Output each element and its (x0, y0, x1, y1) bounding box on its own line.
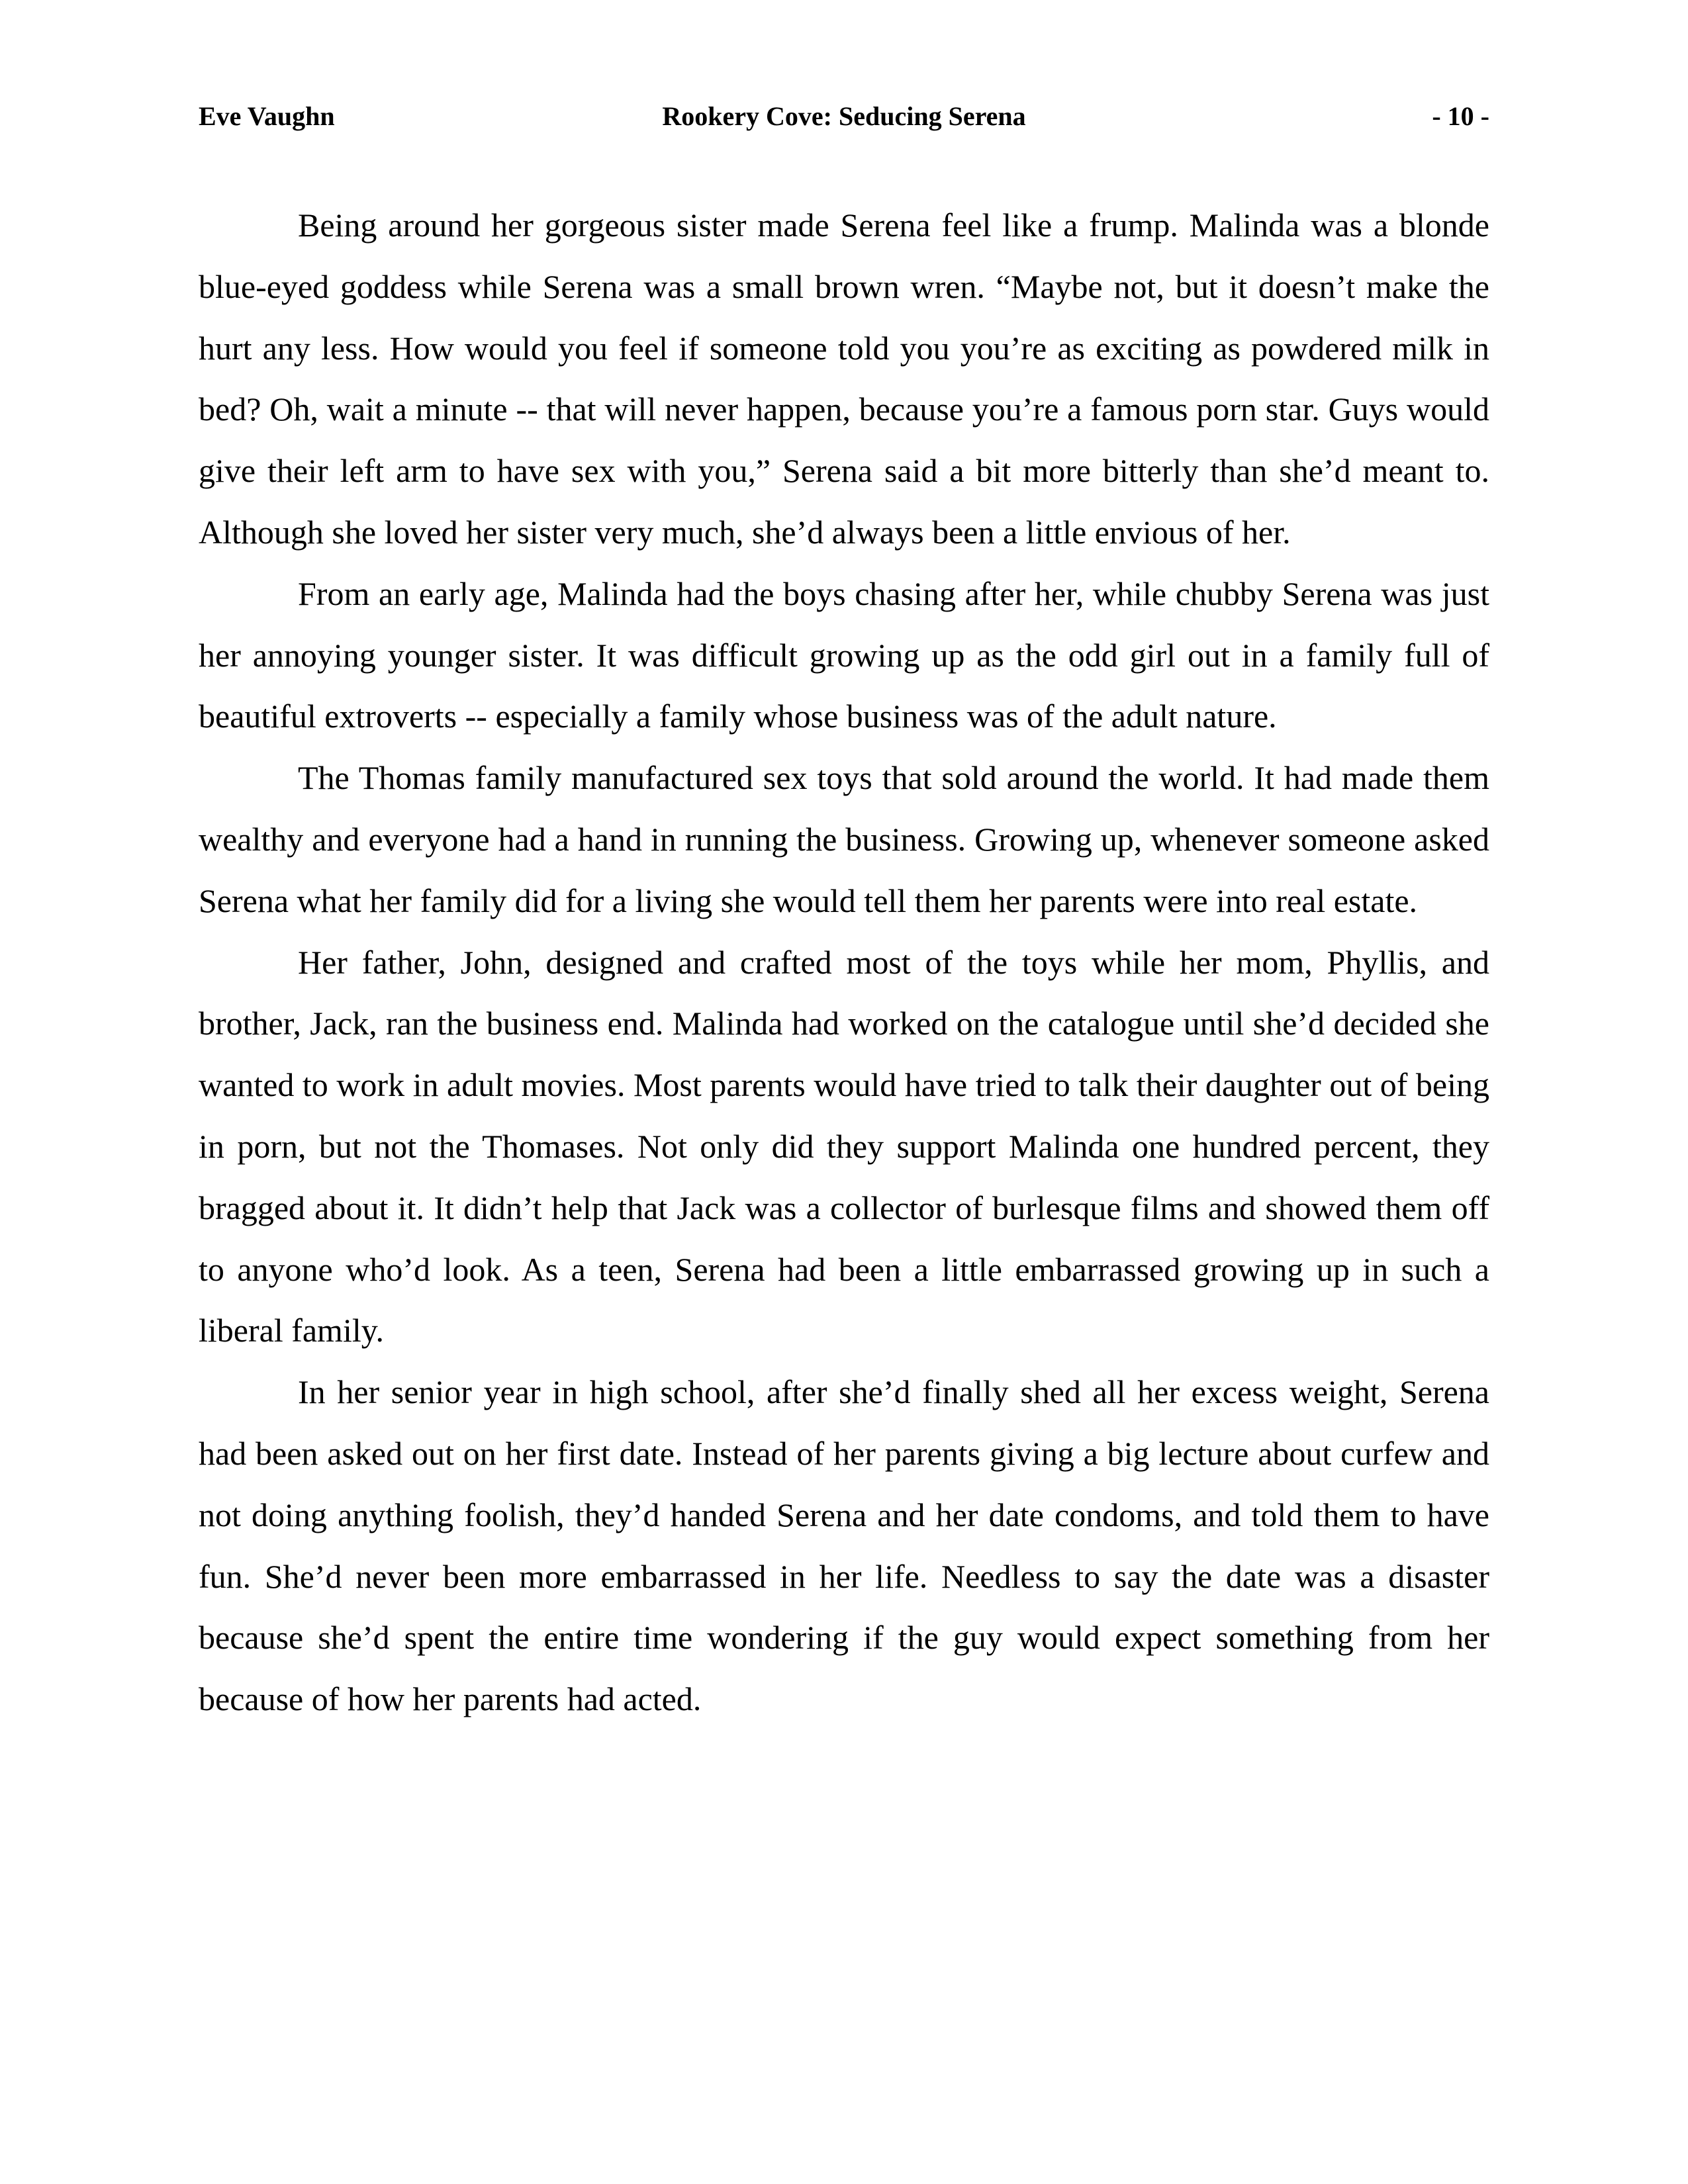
header-book-title: Rookery Cove: Seducing Serena (662, 101, 1026, 131)
paragraph: Being around her gorgeous sister made Serena feel like a frump. Malinda was a blonde blue-eyed goddess while Serena was a small brown wren. “Maybe not, but it doesn’t make the hurt any less. How would you feel if someone told you you’re as exciting as powdered milk in bed? Oh, wait a minute -- that will never happen, because you’re a famous porn star. Guys would give their left arm to have sex with you,” Serena said a bit more bitterly than she’d meant to. Although she loved her sister very much, she’d always been a little envious of her. (199, 206, 1489, 551)
paragraph: Her father, John, designed and crafted most of the toys while her mom, Phyllis, and brother, Jack, ran the business end. Malinda had worked on the catalogue until she’d decided she wanted to work in adult movies. Most parents would have tried to talk their daughter out of being in porn, but not the Thomases. Not only did they support Malinda one hundred percent, they bragged about it. It didn’t help that Jack was a collector of burlesque films and showed them off to anyone who’d look. As a teen, Serena had been a little embarrassed growing up in such a liberal family. (199, 943, 1489, 1349)
running-header (199, 97, 1489, 136)
header-author: Eve Vaughn (199, 101, 335, 131)
paragraph: In her senior year in high school, after she’d finally shed all her excess weight, Serena had been asked out on her first date. Instead of her parents giving a big lecture about curfew and not doing anything foolish, they’d handed Serena and her date condoms, and told them to have fun. She’d never been more embarrassed in her life. Needless to say the date was a disaster because she’d spent the entire time wondering if the guy would expect something from her because of how her parents had acted. (199, 1373, 1489, 1718)
header-page-number: - 10 - (1432, 101, 1489, 131)
body-text (199, 195, 1489, 1730)
paragraph: The Thomas family manufactured sex toys that sold around the world. It had made them wealthy and everyone had a hand in running the business. Growing up, whenever someone asked Serena what her family did for a living she would tell them her parents were into real estate. (199, 759, 1489, 919)
paragraph: From an early age, Malinda had the boys chasing after her, while chubby Serena was just her annoying younger sister. It was difficult growing up as the odd girl out in a family full of beautiful extroverts -- especially a family whose business was of the adult nature. (199, 574, 1489, 735)
